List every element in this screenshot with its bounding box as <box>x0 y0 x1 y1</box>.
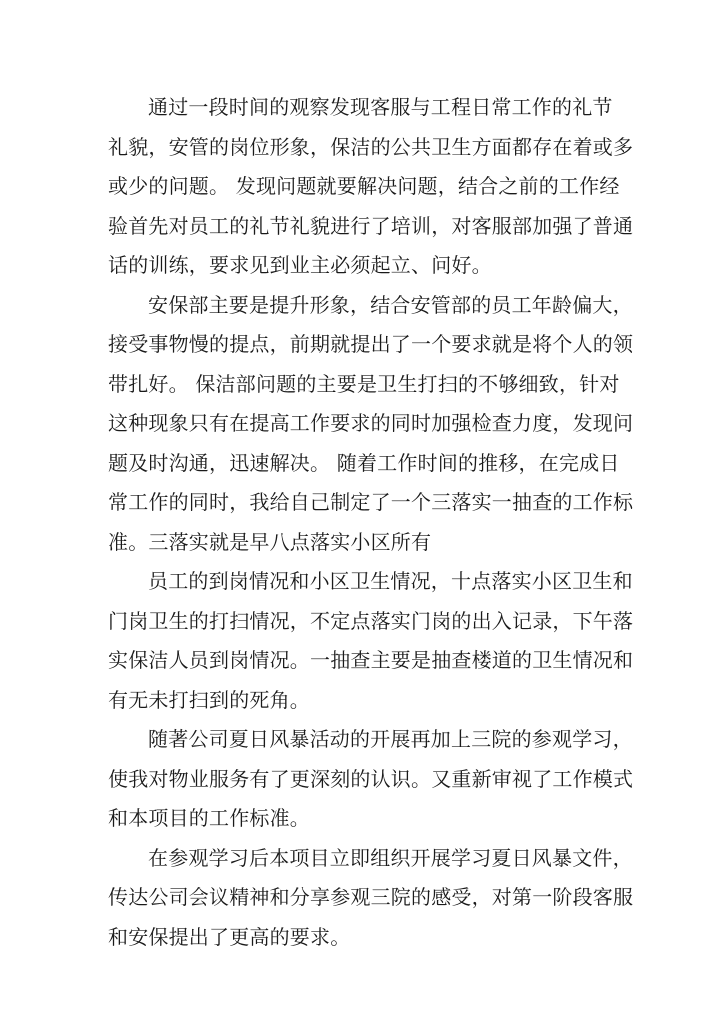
text-line: 话的训练，要求见到业主必须起立、问好。 <box>108 253 492 277</box>
text-line: 验首先对员工的礼节礼貌进行了培训，对客服部加强了普通 <box>108 213 634 238</box>
paragraph-inspection <box>108 562 634 720</box>
text-line: 和本项目的工作标准。 <box>108 806 310 830</box>
text-line: 带扎好。 保洁部问题的主要是卫生打扫的不够细致，针对 <box>108 371 620 396</box>
text-line: 员工的到岗情况和小区卫生情况，十点落实小区卫生和 <box>148 569 633 593</box>
text-line: 实保洁人员到岗情况。一抽查主要是抽查楼道的卫生情况和 <box>108 648 634 672</box>
text-line: 通过一段时间的观察发现客服与工程日常工作的礼节 <box>148 95 613 119</box>
text-line: 礼貌，安管的岗位形象，保洁的公共卫生方面都存在着或多 <box>108 134 634 159</box>
text-line: 或少的问题。 发现问题就要解决问题，结合之前的工作经 <box>108 174 620 198</box>
paragraph-study-visit <box>108 839 634 958</box>
text-line: 使我对物业服务有了更深刻的认识。又重新审视了工作模式 <box>108 766 634 791</box>
text-line: 随著公司夏日风暴活动的开展再加上三院的参观学习， <box>148 727 633 751</box>
text-line: 接受事物慢的提点，前期就提出了一个要求就是将个人的领 <box>108 332 634 356</box>
paragraph-customer-service <box>108 88 634 286</box>
text-line: 这种现象只有在提高工作要求的同时加强检查力度，发现问 <box>108 411 634 435</box>
text-line: 准。三落实就是早八点落实小区所有 <box>108 529 432 554</box>
text-line: 有无未打扫到的死角。 <box>108 687 310 712</box>
document-body <box>108 88 634 957</box>
paragraph-summer-storm <box>108 720 634 839</box>
text-line: 安保部主要是提升形象，结合安管部的员工年龄偏大， <box>148 292 633 317</box>
text-line: 常工作的同时，我给自己制定了一个三落实一抽查的工作标 <box>108 490 634 514</box>
paragraph-security <box>108 286 634 563</box>
text-line: 在参观学习后本项目立即组织开展学习夏日风暴文件， <box>148 845 633 870</box>
text-line: 门岗卫生的打扫情况，不定点落实门岗的出入记录，下午落 <box>108 608 634 633</box>
text-line: 和安保提出了更高的要求。 <box>108 924 351 949</box>
text-line: 传达公司会议精神和分享参观三院的感受，对第一阶段客服 <box>108 885 634 909</box>
text-line: 题及时沟通，迅速解决。 随着工作时间的推移，在完成日 <box>108 450 620 475</box>
